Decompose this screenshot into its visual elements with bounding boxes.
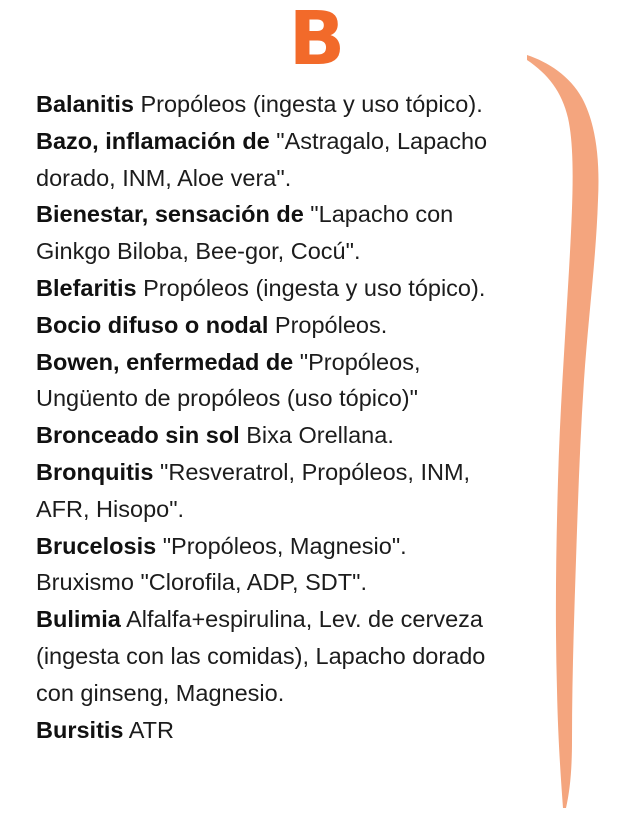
entry-list [36,86,526,748]
entry-term: Bulimia [36,606,121,633]
entry-term: Bowen, enfermedad de [36,348,294,375]
entry [36,344,526,418]
entry-term: Bursitis [36,716,124,743]
entry-text: "Resveratrol, Propóleos, INM, AFR, Hisopo". [36,458,471,522]
entry-term: Bronquitis [36,458,154,485]
entry-text: Propóleos (ingesta y uso tópico). [140,91,483,117]
entry [36,528,526,565]
brush-stroke-path [527,55,598,808]
entry [36,601,526,711]
entry-term: Bronceado sin sol [36,422,240,449]
section-letter: B [288,0,346,82]
entry [36,270,526,307]
entry-text: "Lapacho con Ginkgo Biloba, Bee-gor, Cocú". [36,201,454,265]
entry [36,196,526,270]
entry-text: "Propóleos, Ungüento de propóleos (uso tópico)" [36,348,421,412]
entry [36,123,526,197]
entry-term: Balanitis [36,91,134,117]
entry [36,712,526,749]
entry-term: Bazo, inflamación de [36,127,270,154]
entry [36,564,526,601]
entry-text: ATR [128,716,174,743]
entry-text: "Astragalo, Lapacho dorado, INM, Aloe vera". [36,127,488,191]
entry-term: Blefaritis [36,274,137,301]
entry [36,86,526,123]
entry-term: Bocio difuso o nodal [36,311,269,338]
entry-text: Propóleos (ingesta y uso tópico). [143,274,486,301]
entry-text: Bruxismo "Clorofila, ADP, SDT". [36,569,367,596]
entry [36,307,526,344]
entry-term: Brucelosis [36,532,157,559]
entry-text: Bixa Orellana. [246,422,394,449]
entry-text: Alfalfa+espirulina, Lev. de cerveza (ingesta con las comidas), Lapacho dorado con ginseng, Magnesio. [36,606,486,706]
entry [36,454,526,528]
entry-term: Bienestar, sensación de [36,201,304,228]
entry [36,417,526,454]
entry-text: Propóleos. [274,311,388,338]
entry-text: "Propóleos, Magnesio". [162,532,407,559]
